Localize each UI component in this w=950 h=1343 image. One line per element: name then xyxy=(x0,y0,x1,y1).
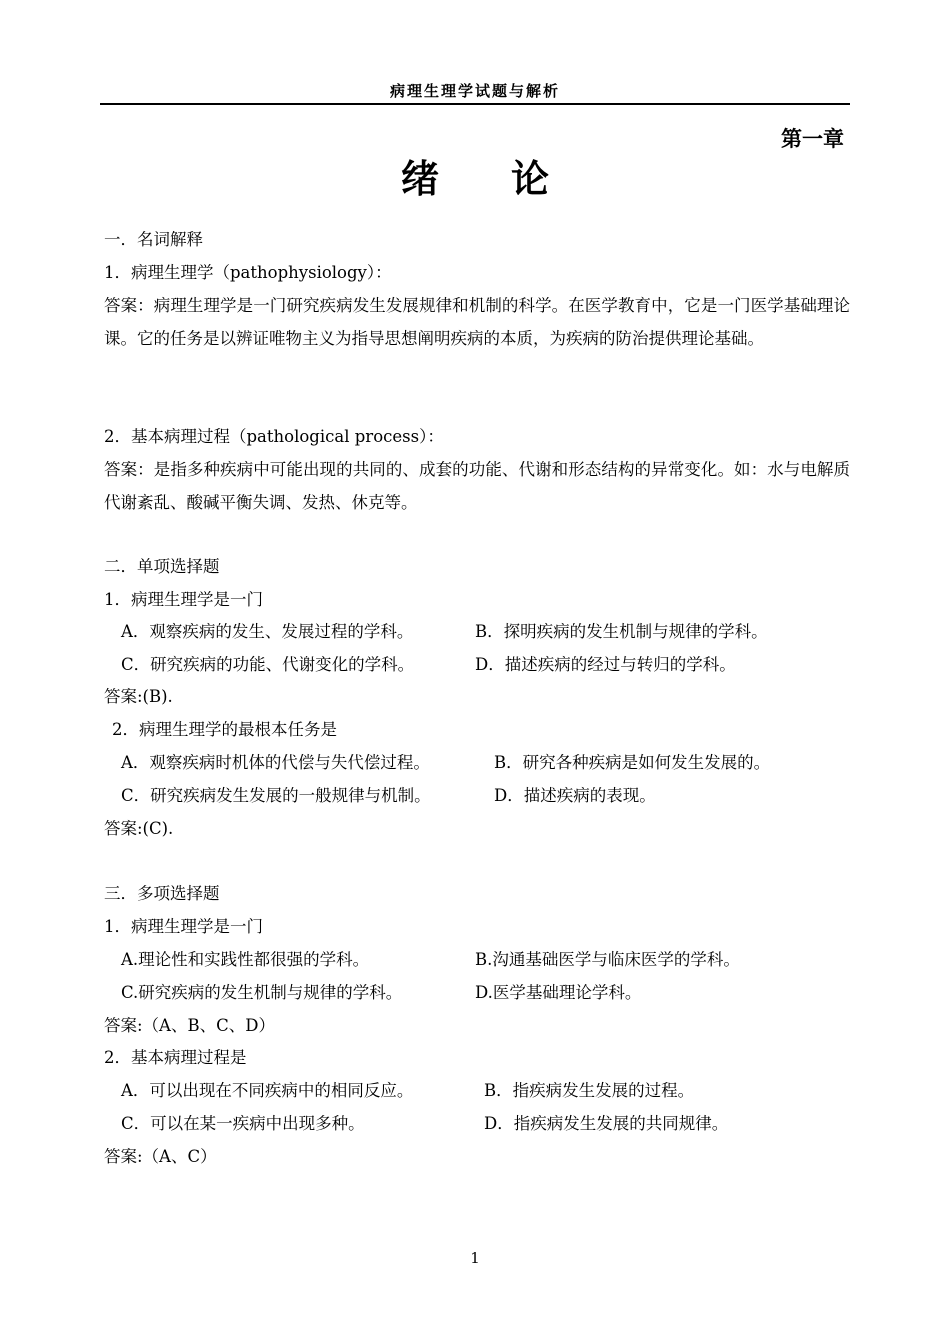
multi-q1-option-c: C.研究疾病的发生机制与规律的学科。 xyxy=(121,983,403,1002)
multi-q2-stem: 2．基本病理过程是 xyxy=(104,1048,247,1067)
chapter-title-char-2: 论 xyxy=(511,157,550,201)
single-q1-option-d: D．描述疾病的经过与转归的学科。 xyxy=(475,655,736,674)
multi-q2-answer: 答案:（A、C） xyxy=(104,1147,217,1166)
multi-q2-option-b: B．指疾病发生发展的过程。 xyxy=(484,1081,695,1100)
single-q2-answer: 答案:(C). xyxy=(104,819,174,838)
single-q2-option-b: B．研究各种疾病是如何发生发展的。 xyxy=(494,753,771,772)
multi-q1-answer: 答案:（A、B、C、D） xyxy=(104,1016,275,1035)
term-1-label: 1．病理生理学（pathophysiology）： xyxy=(104,263,392,282)
multi-q2-option-d: D．指疾病发生发展的共同规律。 xyxy=(484,1114,729,1133)
single-q1-answer: 答案:(B). xyxy=(104,687,173,706)
term-2-answer: 答案：是指多种疾病中可能出现的共同的、成套的功能、代谢和形态结构的异常变化。如：水与电解质代谢紊乱、酸碱平衡失调、发热、休克等。 xyxy=(104,460,850,512)
running-header: 病理生理学试题与解析 xyxy=(389,82,560,100)
single-q1-option-c: C．研究疾病的功能、代谢变化的学科。 xyxy=(121,655,415,674)
single-q1-option-b: B．探明疾病的发生机制与规律的学科。 xyxy=(475,622,768,641)
single-q1-option-a: A．观察疾病的发生、发展过程的学科。 xyxy=(121,622,414,641)
multi-q1-stem: 1．病理生理学是一门 xyxy=(104,917,263,936)
single-q2-option-d: D．描述疾病的表现。 xyxy=(494,786,656,805)
single-q1-stem: 1．病理生理学是一门 xyxy=(104,590,263,609)
chapter-title-char-1: 绪 xyxy=(400,157,439,201)
page-number: 1 xyxy=(470,1249,480,1267)
chapter-title xyxy=(0,148,950,203)
section-heading-multiple-choice: 三．多项选择题 xyxy=(104,884,220,903)
chapter-label: 第一章 xyxy=(781,127,844,151)
multi-q1-option-b: B.沟通基础医学与临床医学的学科。 xyxy=(475,950,740,969)
single-q2-option-a: A．观察疾病时机体的代偿与失代偿过程。 xyxy=(121,753,430,772)
multi-q2-option-c: C．可以在某一疾病中出现多种。 xyxy=(121,1114,365,1133)
multi-q1-option-a: A.理论性和实践性都很强的学科。 xyxy=(121,950,370,969)
term-1-answer: 答案：病理生理学是一门研究疾病发生发展规律和机制的科学。在医学教育中，它是一门医学基础理论课。它的任务是以辨证唯物主义为指导思想阐明疾病的本质，为疾病的防治提供理论基础。 xyxy=(104,296,850,348)
section-heading-terms: 一．名词解释 xyxy=(104,230,203,249)
multi-q1-option-d: D.医学基础理论学科。 xyxy=(475,983,642,1002)
single-q2-stem: 2．病理生理学的最根本任务是 xyxy=(112,720,337,739)
header-rule xyxy=(100,103,850,105)
single-q2-option-c: C．研究疾病发生发展的一般规律与机制。 xyxy=(121,786,431,805)
section-heading-single-choice: 二．单项选择题 xyxy=(104,557,220,576)
multi-q2-option-a: A．可以出现在不同疾病中的相同反应。 xyxy=(121,1081,414,1100)
term-2-label: 2．基本病理过程（pathological process）： xyxy=(104,427,444,446)
